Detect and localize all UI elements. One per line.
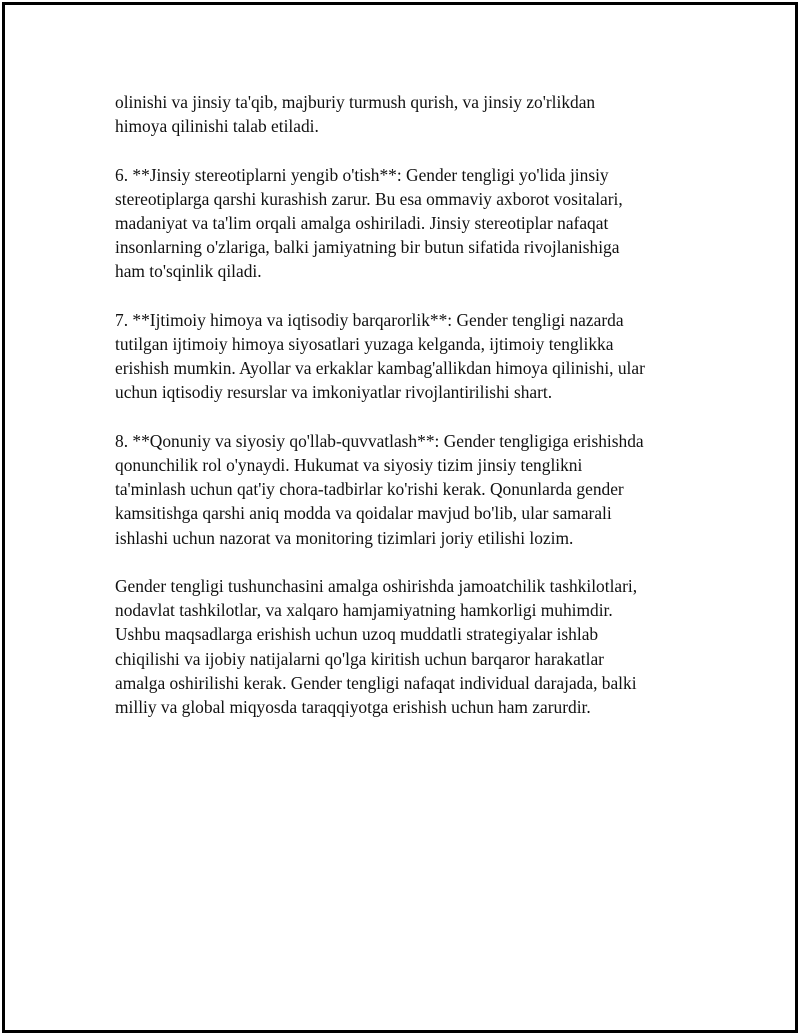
paragraph-conclusion — [115, 574, 690, 719]
text-line: olinishi va jinsiy ta'qib, majburiy turmush qurish, va jinsiy zo'rlikdan — [115, 92, 596, 112]
paragraph-item-8 — [115, 429, 690, 550]
text-line: Ushbu maqsadlarga erishish uchun uzoq muddatli strategiyalar ishlab — [115, 624, 599, 645]
text-line: ham to'sqinlik qiladi. — [115, 261, 262, 282]
text-line: 7. **Ijtimoiy himoya va iqtisodiy barqarorlik**: Gender tengligi nazarda — [115, 309, 624, 330]
paragraph-item-7 — [115, 308, 690, 405]
text-line: Gender tengligi tushunchasini amalga oshirishda jamoatchilik tashkilotlari, — [115, 576, 638, 596]
text-line: ishlashi uchun nazorat va monitoring tizimlari joriy etilishi lozim. — [115, 527, 574, 548]
text-line: qonunchilik rol o'ynaydi. Hukumat va siyosiy tizim jinsiy tenglikni — [115, 455, 583, 475]
document-body — [115, 90, 690, 743]
text-line: kamsitishga qarshi aniq modda va qoidalar mavjud bo'lib, ular samarali — [115, 503, 612, 524]
text-line: stereotiplarga qarshi kurashish zarur. Bu esa ommaviy axborot vositalari, — [115, 188, 623, 209]
text-line: ta'minlash uchun qat'iy chora-tadbirlar ko'rishi kerak. Qonunlarda gender — [115, 479, 624, 500]
paragraph-continuation — [115, 90, 690, 138]
text-line: nodavlat tashkilotlar, va xalqaro hamjamiyatning hamkorligi muhimdir. — [115, 600, 613, 621]
text-line: 8. **Qonuniy va siyosiy qo'llab-quvvatlash**: Gender tengligiga erishishda — [115, 430, 644, 451]
text-line: erishish mumkin. Ayollar va erkaklar kambag'allikdan himoya qilinishi, ular — [115, 358, 645, 379]
text-line: chiqilishi va ijobiy natijalarni qo'lga kiritish uchun barqaror harakatlar — [115, 648, 604, 669]
text-line: madaniyat va ta'lim orqali amalga oshiriladi. Jinsiy stereotiplar nafaqat — [115, 213, 609, 233]
text-line: 6. **Jinsiy stereotiplarni yengib o'tish**: Gender tengligi yo'lida jinsiy — [115, 164, 609, 185]
text-line: himoya qilinishi talab etiladi. — [115, 116, 319, 137]
text-line: amalga oshirilishi kerak. Gender tengligi nafaqat individual darajada, balki — [115, 672, 637, 693]
text-line: tutilgan ijtimoiy himoya siyosatlari yuzaga kelganda, ijtimoiy tenglikka — [115, 334, 614, 354]
text-line: uchun iqtisodiy resurslar va imkoniyatlar rivojlantirilishi shart. — [115, 382, 553, 403]
paragraph-item-6 — [115, 163, 690, 284]
text-line: insonlarning o'zlariga, balki jamiyatning bir butun sifatida rivojlanishiga — [115, 237, 620, 258]
text-line: milliy va global miqyosda taraqqiyotga erishish uchun ham zarurdir. — [115, 697, 591, 718]
